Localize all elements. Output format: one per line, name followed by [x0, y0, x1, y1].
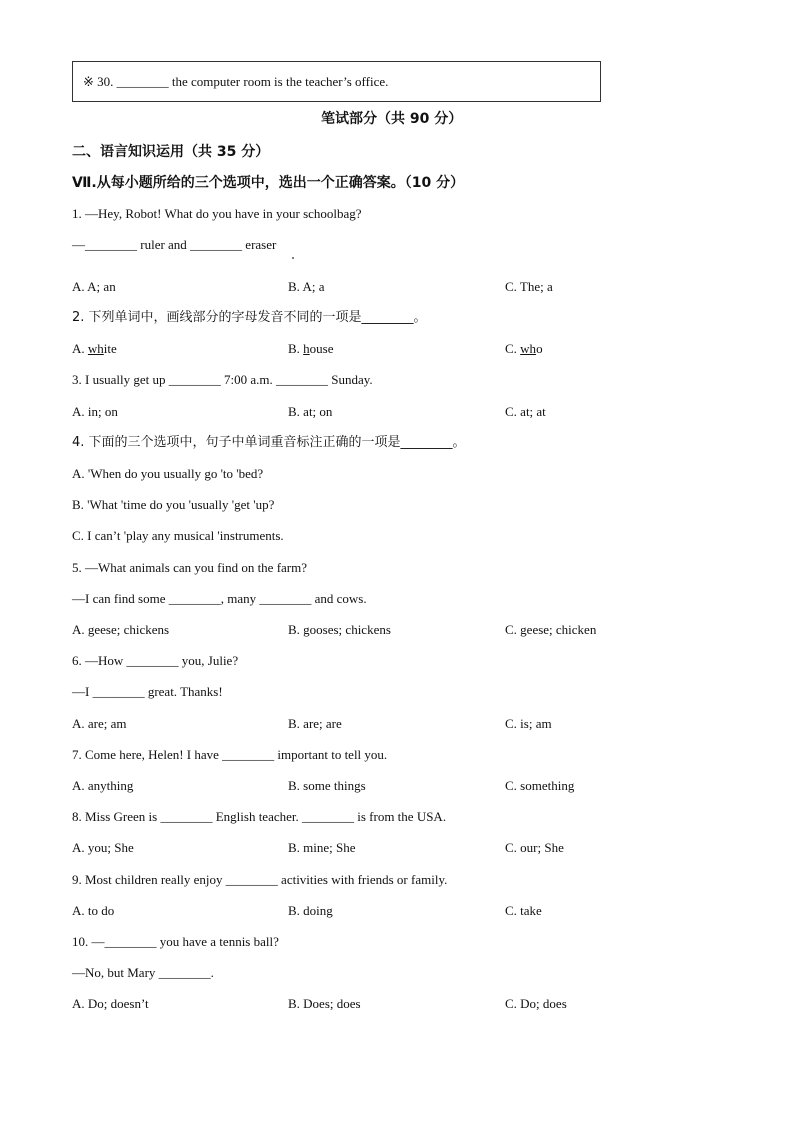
question-5-option-c[interactable]: C. geese; chicken	[505, 622, 597, 637]
question-1-option-a[interactable]: A. A; an	[72, 279, 116, 294]
question-30-text: ※ 30. ________ the computer room is the teacher’s office.	[83, 74, 389, 89]
question-1-stem: 1. —Hey, Robot! What do you have in your schoolbag?	[72, 206, 362, 221]
question-2-option-c[interactable]	[505, 341, 543, 357]
question-8-option-c[interactable]: C. our; She	[505, 840, 564, 855]
question-4-option-a[interactable]: A. 'When do you usually go 'to 'bed?	[72, 466, 264, 481]
question-4-option-b[interactable]: B. 'What 'time do you 'usually 'get 'up?	[72, 497, 275, 512]
question-10-option-c[interactable]: C. Do; does	[505, 996, 567, 1011]
section-title: 笔试部分（共 90 分）	[321, 111, 463, 127]
question-1-option-b[interactable]: B. A; a	[288, 279, 325, 294]
question-7-option-c[interactable]: C. something	[505, 778, 575, 793]
question-3-stem: 3. I usually get up ________ 7:00 a.m. ________ Sunday.	[72, 372, 373, 387]
option-prefix: C.	[505, 341, 521, 356]
underlined-letters: wh	[520, 341, 537, 356]
instruction: Ⅶ.从每小题所给的三个选项中，选出一个正确答案。（10 分）	[72, 175, 465, 191]
option-suffix: ouse	[309, 341, 334, 356]
question-10-option-a[interactable]: A. Do; doesn’t	[72, 996, 149, 1011]
option-prefix: B.	[288, 341, 304, 356]
question-5-option-a[interactable]: A. geese; chickens	[72, 622, 170, 637]
question-8-option-b[interactable]: B. mine; She	[288, 840, 356, 855]
question-3-option-c[interactable]: C. at; at	[505, 404, 546, 419]
question-4-option-c[interactable]: C. I can’t 'play any musical 'instruments.	[72, 528, 284, 543]
question-10-stem: 10. —________ you have a tennis ball?	[72, 934, 279, 949]
question-6-answer-line: —I ________ great. Thanks!	[72, 684, 223, 699]
question-5-stem: 5. —What animals can you find on the farm?	[72, 560, 308, 575]
option-prefix: A.	[72, 341, 88, 356]
question-8-stem: 8. Miss Green is ________ English teacher. ________ is from the USA.	[72, 809, 447, 824]
option-suffix: ite	[103, 341, 117, 356]
stray-dot	[292, 257, 294, 259]
question-9-option-c[interactable]: C. take	[505, 903, 542, 918]
question-1-option-c[interactable]: C. The; a	[505, 279, 553, 294]
question-7-option-a[interactable]: A. anything	[72, 778, 134, 793]
underlined-letters: h	[303, 341, 310, 356]
question-5-option-b[interactable]: B. gooses; chickens	[288, 622, 391, 637]
question-10-answer-line: —No, but Mary ________.	[72, 965, 214, 980]
part-heading: 二、语言知识运用（共 35 分）	[72, 144, 270, 160]
question-6-option-c[interactable]: C. is; am	[505, 716, 552, 731]
question-3-option-a[interactable]: A. in; on	[72, 404, 118, 419]
underlined-letters: wh	[87, 341, 104, 356]
question-9-option-a[interactable]: A. to do	[72, 903, 115, 918]
question-7-option-b[interactable]: B. some things	[288, 778, 366, 793]
question-4-stem: 4. 下面的三个选项中，句子中单词重音标注正确的一项是________。	[72, 435, 466, 450]
question-10-option-b[interactable]: B. Does; does	[288, 996, 361, 1011]
question-30-box	[72, 61, 601, 102]
question-1-answer-line: —________ ruler and ________ eraser	[72, 237, 277, 252]
question-2-stem: 2. 下列单词中，画线部分的字母发音不同的一项是________。	[72, 310, 427, 325]
question-5-answer-line: —I can find some ________, many ________ and cows.	[72, 591, 367, 606]
question-6-option-a[interactable]: A. are; am	[72, 716, 127, 731]
question-3-option-b[interactable]: B. at; on	[288, 404, 333, 419]
question-8-option-a[interactable]: A. you; She	[72, 840, 134, 855]
question-6-option-b[interactable]: B. are; are	[288, 716, 342, 731]
option-suffix: o	[536, 341, 543, 356]
question-2-option-a[interactable]	[72, 341, 117, 357]
question-9-stem: 9. Most children really enjoy ________ activities with friends or family.	[72, 872, 448, 887]
question-2-option-b[interactable]	[288, 341, 334, 357]
question-6-stem: 6. —How ________ you, Julie?	[72, 653, 239, 668]
question-9-option-b[interactable]: B. doing	[288, 903, 333, 918]
question-7-stem: 7. Come here, Helen! I have ________ important to tell you.	[72, 747, 388, 762]
